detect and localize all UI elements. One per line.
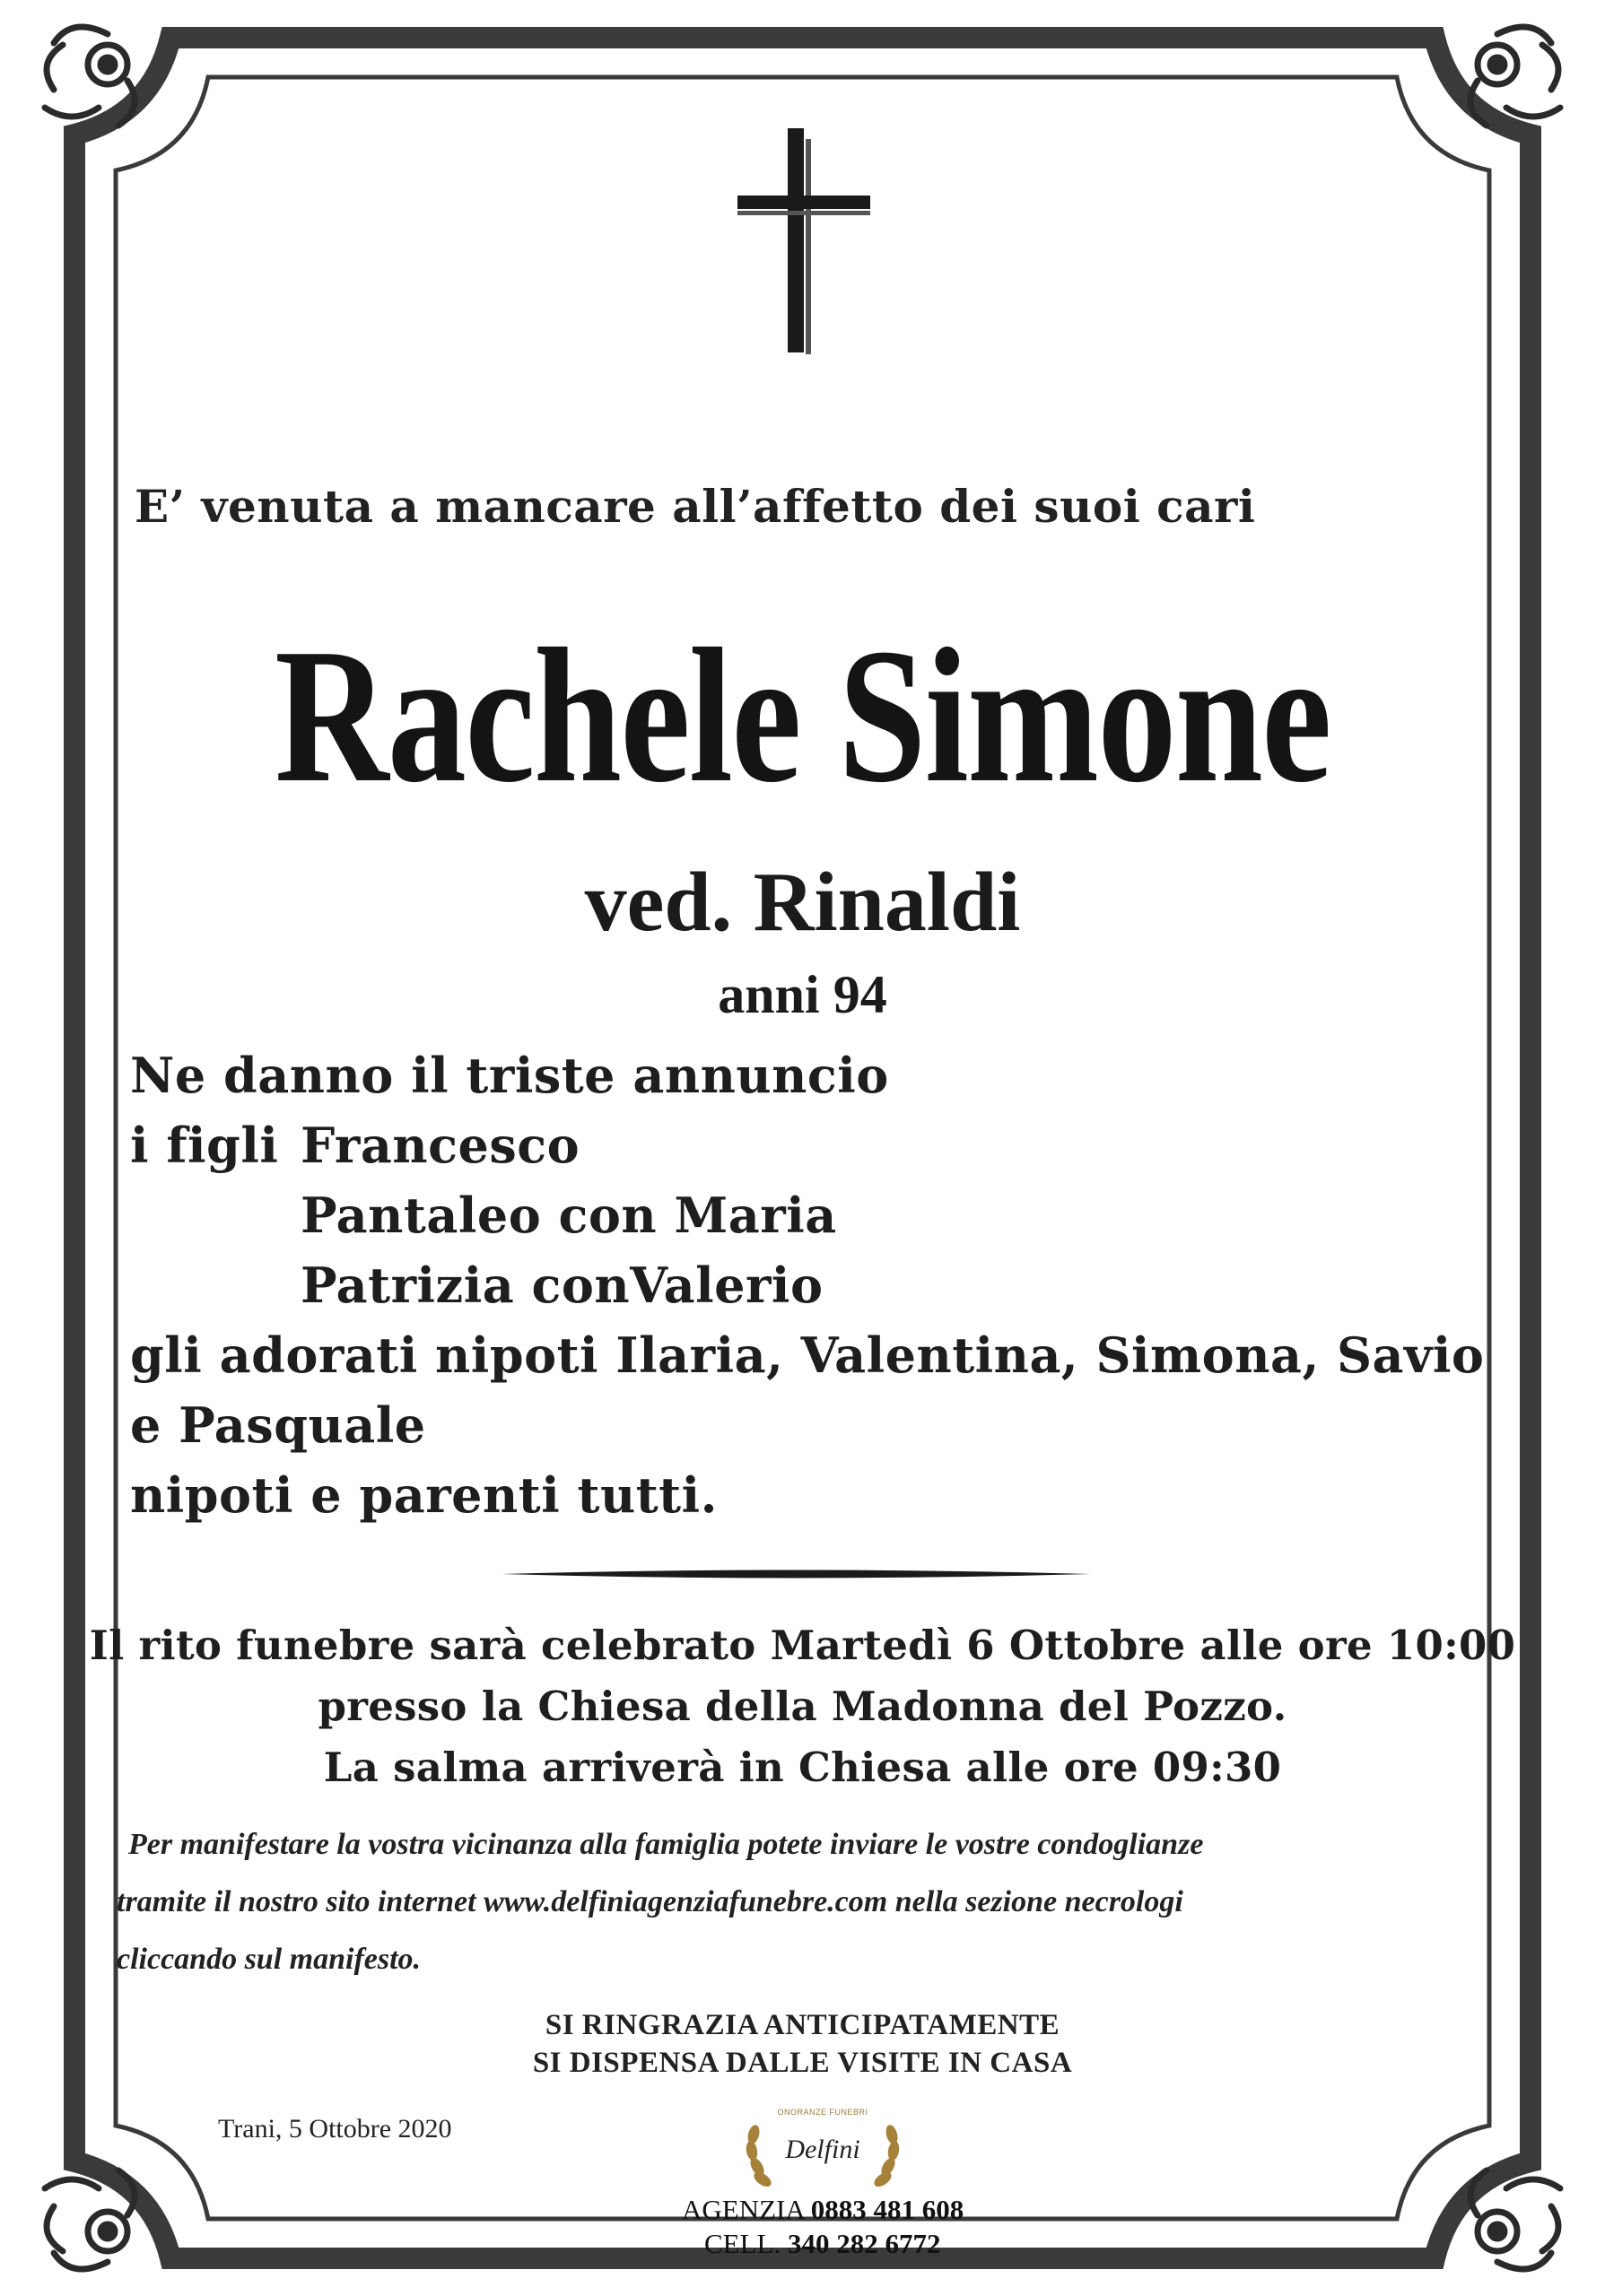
divider-rule <box>502 1568 1090 1580</box>
announcement-line: Ne danno il triste annuncio <box>130 1047 889 1104</box>
condolences-line: tramite il nostro sito internet www.delfiniagenziafunebre.com nella sezione necrologi <box>117 1885 1183 1918</box>
agency-cell-label: CELL. <box>704 2228 781 2259</box>
children-label: i figli <box>130 1117 279 1174</box>
agency-phone-label: AGENZIA <box>682 2194 805 2225</box>
condolences-line: Per manifestare la vostra vicinanza alla famiglia potete inviare le vostre condoglianze <box>128 1828 1204 1861</box>
funeral-line: Il rito funebre sarà celebrato Martedì 6 Ottobre alle ore 10:00 <box>89 1622 1516 1669</box>
relatives-line: nipoti e parenti tutti. <box>130 1466 718 1524</box>
agency-cell-number: 340 282 6772 <box>788 2228 941 2259</box>
logo-name: Delfini <box>785 2135 860 2164</box>
deceased-name: Rachele Simone <box>275 608 1330 822</box>
agency-phone-number: 0883 481 608 <box>810 2194 964 2225</box>
funeral-line: La salma arriverà in Chiesa alle ore 09:30 <box>323 1744 1282 1791</box>
age: anni 94 <box>718 965 887 1024</box>
thanks-line: SI RINGRAZIA ANTICIPATAMENTE <box>545 2009 1060 2041</box>
intro-text: E’ venuta a mancare all’affetto dei suoi cari <box>135 480 1256 533</box>
cross-icon <box>737 128 870 354</box>
no-visits-line: SI DISPENSA DALLE VISITE IN CASA <box>532 2047 1073 2079</box>
logo-subtitle: ONORANZE FUNEBRI <box>777 2108 868 2117</box>
child-name: Pantaleo con Maria <box>301 1187 837 1244</box>
child-name: Patrizia conValerio <box>301 1257 824 1314</box>
grandchildren-continued: e Pasquale <box>130 1396 426 1454</box>
child-name: Francesco <box>301 1117 580 1174</box>
grandchildren-line: gli adorati nipoti Ilaria, Valentina, Simona, Savio <box>130 1326 1485 1384</box>
place-date: Trani, 5 Ottobre 2020 <box>218 2114 452 2144</box>
agency-cell <box>704 2228 941 2260</box>
agency-logo <box>737 2095 908 2196</box>
condolences-line: cliccando sul manifesto. <box>117 1943 422 1976</box>
widow-of: ved. Rinaldi <box>584 856 1021 949</box>
agency-phone <box>682 2194 964 2226</box>
funeral-line: presso la Chiesa della Madonna del Pozzo. <box>318 1683 1287 1730</box>
